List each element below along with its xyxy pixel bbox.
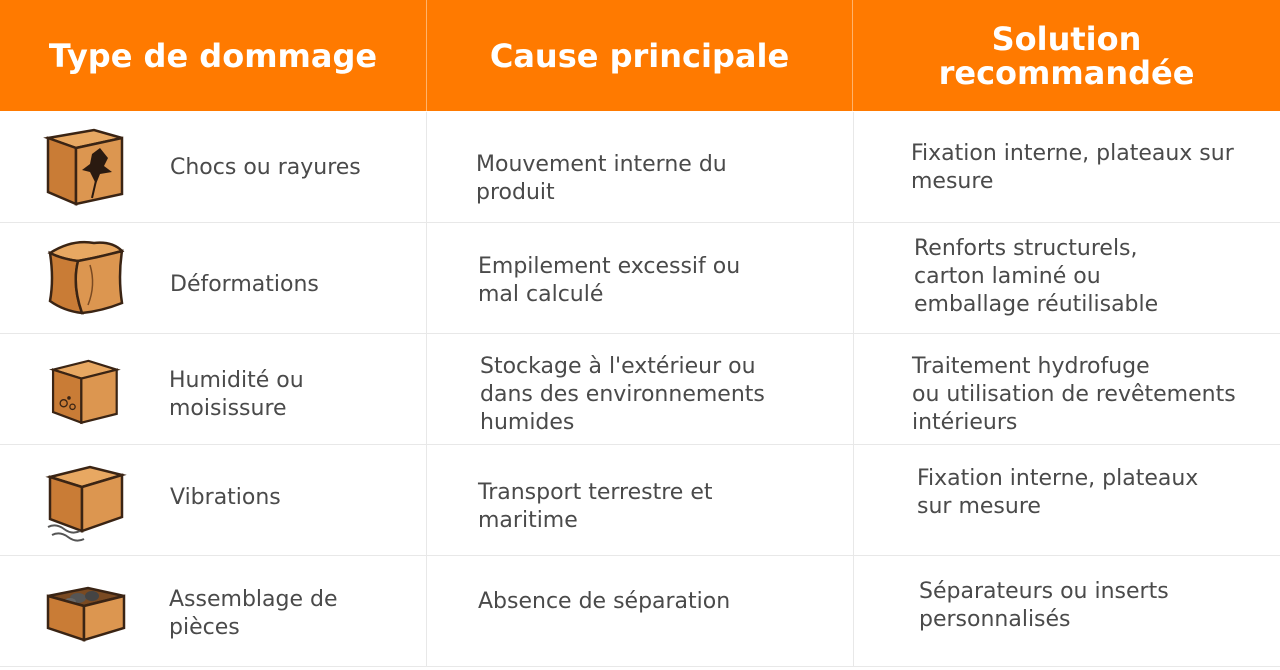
table-row xyxy=(0,112,1280,223)
row-type-text: Assemblage de pièces xyxy=(169,587,338,640)
row-cause-text: Absence de séparation xyxy=(478,589,731,614)
row-cause-text: Mouvement interne du produit xyxy=(476,152,727,205)
row-type-text: Chocs ou rayures xyxy=(170,155,361,180)
header-cause-principale: Cause principale xyxy=(427,0,853,111)
open-box-parts-icon xyxy=(42,570,128,656)
row-solution-text: Fixation interne, plateaux sur mesure xyxy=(911,141,1234,194)
table-row xyxy=(0,223,1280,334)
header-solution-line1: Solution xyxy=(991,19,1142,58)
header-solution-line2: recommandée xyxy=(938,53,1195,92)
row-cause-text: Empilement excessif ou mal calculé xyxy=(478,254,741,307)
table-header xyxy=(0,0,1280,111)
row-cause-text: Transport terrestre et maritime xyxy=(478,480,713,533)
row-cause-text: Stockage à l'extérieur ou dans des environnements humides xyxy=(480,354,765,435)
moldy-box-icon xyxy=(46,352,122,428)
vibrating-box-icon xyxy=(42,459,128,545)
row-type-text: Humidité ou moisissure xyxy=(169,368,304,421)
row-type-text: Déformations xyxy=(170,272,319,297)
row-solution-text: Fixation interne, plateaux sur mesure xyxy=(917,466,1199,519)
table-row xyxy=(0,445,1280,556)
row-solution-text: Traitement hydrofuge ou utilisation de revêtements intérieurs xyxy=(912,354,1236,435)
table-row xyxy=(0,334,1280,445)
header-type-de-dommage: Type de dommage xyxy=(0,0,427,111)
table-row xyxy=(0,556,1280,667)
cracked-box-icon xyxy=(42,124,128,210)
row-solution-text: Renforts structurels, carton laminé ou emballage réutilisable xyxy=(914,236,1159,317)
row-solution-text: Séparateurs ou inserts personnalisés xyxy=(919,579,1169,632)
deformed-box-icon xyxy=(42,235,128,321)
row-type-text: Vibrations xyxy=(170,485,281,510)
header-solution-recommandee xyxy=(853,0,1280,111)
